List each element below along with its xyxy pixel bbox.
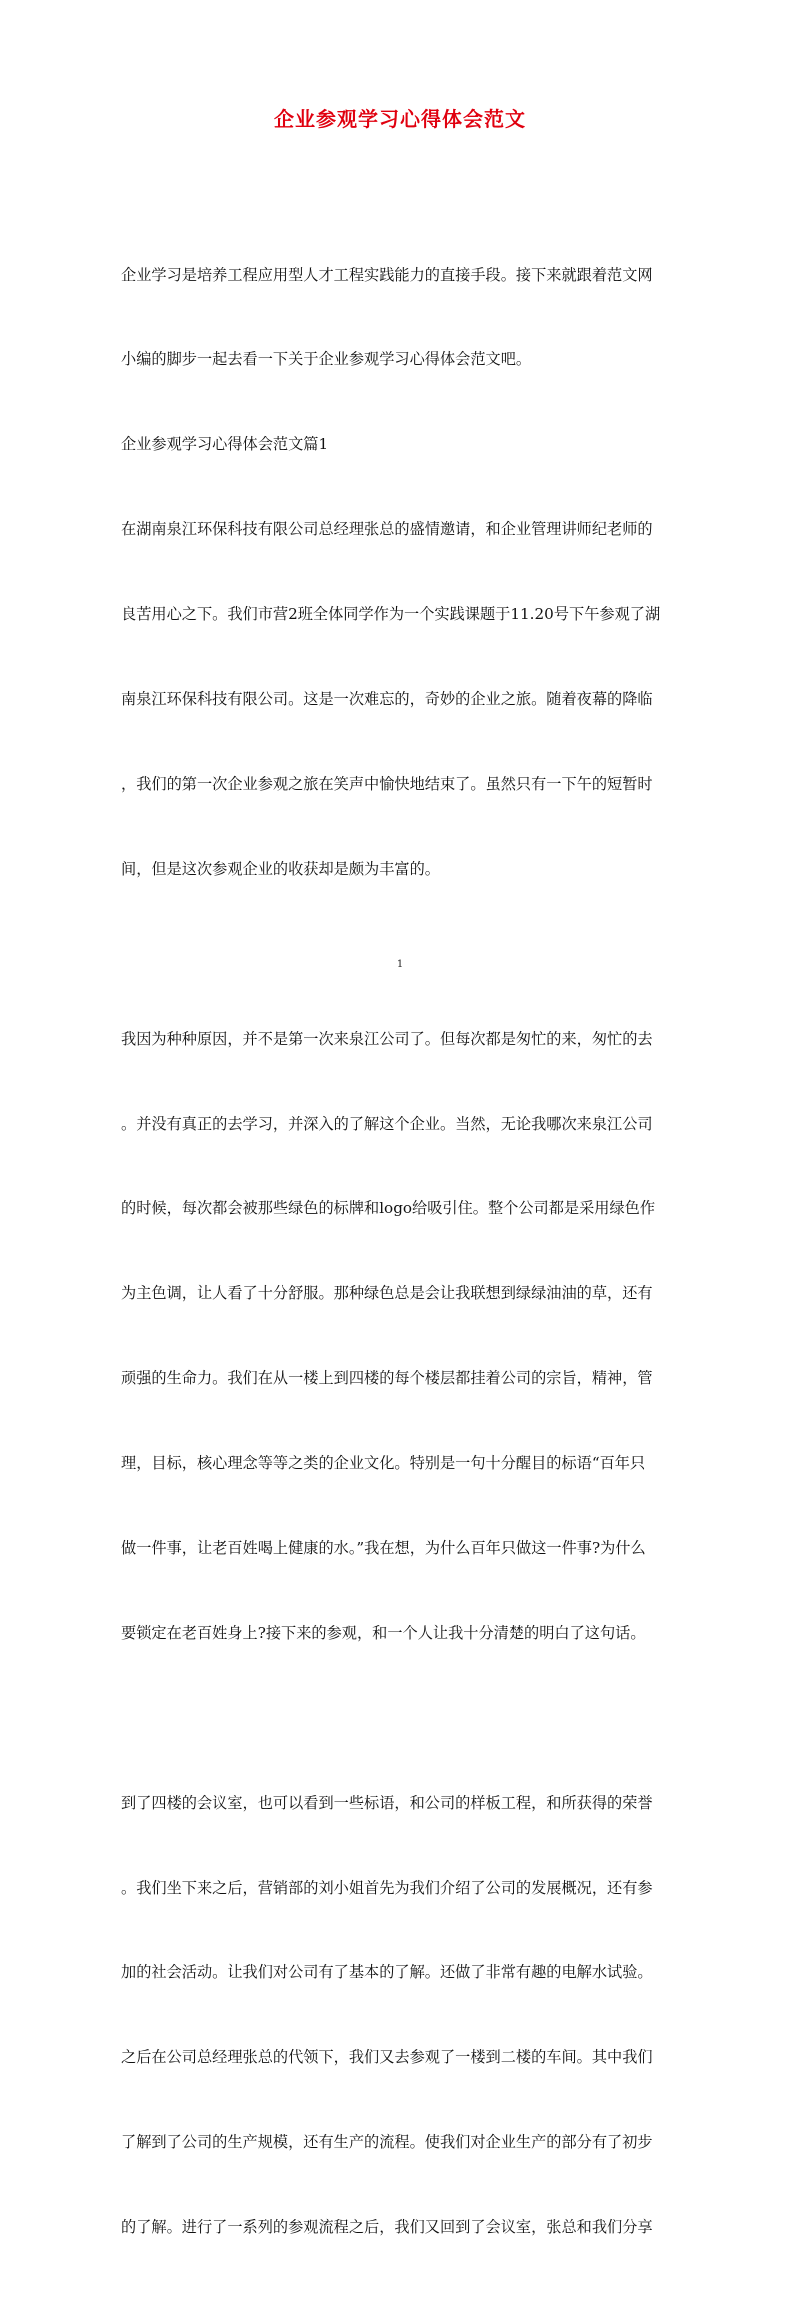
section-heading: 企业参观学习心得体会范文篇1 bbox=[121, 435, 329, 454]
body-line: 顽强的生命力。我们在从一楼上到四楼的每个楼层都挂着公司的宗旨，精神，管 bbox=[121, 1369, 653, 1388]
body-line: 为主色调，让人看了十分舒服。那种绿色总是会让我联想到绿绿油油的草，还有 bbox=[121, 1284, 653, 1303]
body-line: 在湖南泉江环保科技有限公司总经理张总的盛情邀请，和企业管理讲师纪老师的 bbox=[121, 520, 653, 539]
body-line: 理，目标，核心理念等等之类的企业文化。特别是一句十分醒目的标语“百年只 bbox=[121, 1454, 646, 1473]
body-line: 到了四楼的会议室，也可以看到一些标语，和公司的样板工程，和所获得的荣誉 bbox=[121, 1793, 653, 1812]
body-line: 加的社会活动。让我们对公司有了基本的了解。还做了非常有趣的电解水试验。 bbox=[121, 1963, 653, 1982]
document-body bbox=[121, 204, 681, 2298]
document-title: 企业参观学习心得体会范文 bbox=[274, 107, 526, 131]
body-line: 了解到了公司的生产规模，还有生产的流程。使我们对企业生产的部分有了初步 bbox=[121, 2133, 653, 2152]
body-line: 我因为种种原因，并不是第一次来泉江公司了。但每次都是匆忙的来，匆忙的去 bbox=[121, 1029, 653, 1048]
body-line: 之后在公司总经理张总的代领下，我们又去参观了一楼到二楼的车间。其中我们 bbox=[121, 2048, 653, 2067]
paragraph-gap bbox=[121, 1704, 681, 1732]
body-line: 的了解。进行了一系列的参观流程之后，我们又回到了会议室，张总和我们分享 bbox=[121, 2218, 653, 2237]
body-line: ，我们的第一次企业参观之旅在笑声中愉快地结束了。虽然只有一下午的短暂时 bbox=[121, 774, 653, 793]
body-line: 间，但是这次参观企业的收获却是颇为丰富的。 bbox=[121, 859, 440, 878]
body-line: 的时候，每次都会被那些绿色的标牌和logo给吸引住。整个公司都是采用绿色作 bbox=[121, 1199, 656, 1218]
body-line: 要锁定在老百姓身上?接下来的参观，和一个人让我十分清楚的明白了这句话。 bbox=[121, 1623, 646, 1642]
body-line: 小编的脚步一起去看一下关于企业参观学习心得体会范文吧。 bbox=[121, 350, 532, 369]
body-line: 企业学习是培养工程应用型人才工程实践能力的直接手段。接下来就跟着范文网 bbox=[121, 265, 653, 284]
body-line: 。并没有真正的去学习，并深入的了解这个企业。当然，无论我哪次来泉江公司 bbox=[121, 1114, 653, 1133]
body-line: 。我们坐下来之后，营销部的刘小姐首先为我们介绍了公司的发展概况，还有参 bbox=[121, 1878, 653, 1897]
body-line: 良苦用心之下。我们市营2班全体同学作为一个实践课题于11.20号下午参观了湖 bbox=[121, 605, 661, 624]
body-line: 做一件事，让老百姓喝上健康的水。”我在想，为什么百年只做这一件事?为什么 bbox=[121, 1538, 646, 1557]
page-number: 1 bbox=[396, 959, 404, 970]
body-line: 南泉江环保科技有限公司。这是一次难忘的，奇妙的企业之旅。随着夜幕的降临 bbox=[121, 690, 653, 709]
